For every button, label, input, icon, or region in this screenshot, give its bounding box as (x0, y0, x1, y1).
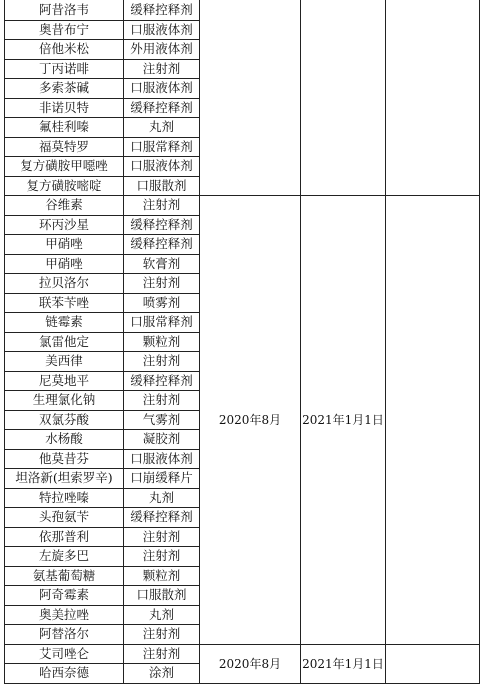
drug-name-cell: 氟桂利嗪 (38, 119, 89, 135)
dosage-form-cell: 外用液体剂 (130, 41, 193, 57)
dosage-form-cell: 丸剂 (148, 607, 174, 623)
dosage-form-cell: 注射剂 (142, 392, 181, 408)
dosage-form-cell: 注射剂 (142, 61, 181, 77)
drug-name-cell: 拉贝洛尔 (38, 275, 89, 291)
dosage-form-cell: 丸剂 (148, 119, 174, 135)
drug-name-cell: 双氯芬酸 (38, 412, 89, 428)
dosage-form-cell: 缓释控释剂 (130, 236, 193, 251)
dosage-form-cell: 口服常释剂 (130, 139, 193, 154)
dosage-form-cell: 喷雾剂 (142, 295, 181, 311)
dosage-form-cell: 缓释控释剂 (130, 217, 193, 232)
drug-name-cell: 奥美拉唑 (38, 607, 89, 623)
date-cell-day (301, 1, 385, 195)
dosage-form-cell: 缓释控释剂 (130, 509, 193, 524)
dosage-form-cell: 口服液体剂 (130, 80, 193, 96)
drug-name-cell: 阿替洛尔 (38, 626, 89, 642)
drug-name-cell: 艾司唑仑 (38, 646, 89, 662)
drug-name-cell: 依那普利 (38, 529, 89, 545)
dosage-form-cell: 注射剂 (142, 529, 181, 545)
dosage-form-cell: 口服液体剂 (130, 158, 193, 174)
dosage-form-cell: 颗粒剂 (142, 334, 181, 350)
empty-cell (386, 1, 479, 195)
drug-name-cell: 他莫昔芬 (38, 451, 89, 467)
dosage-form-cell: 注射剂 (142, 275, 181, 291)
drug-name-cell: 联苯苄唑 (38, 295, 89, 311)
date-cell-month: 2020年8月 (218, 657, 282, 671)
dosage-form-cell: 凝胶剂 (142, 431, 181, 447)
dosage-form-cell: 缓释控释剂 (130, 373, 193, 388)
drug-name-cell: 福莫特罗 (38, 139, 89, 155)
dosage-form-cell: 注射剂 (142, 353, 181, 369)
dosage-form-cell: 注射剂 (142, 646, 181, 662)
drug-name-cell: 奥昔布宁 (38, 22, 89, 38)
drug-name-cell: 链霉素 (45, 314, 83, 330)
dosage-form-cell: 软膏剂 (142, 256, 181, 272)
drug-name-cell: 氨基葡萄糖 (32, 568, 96, 584)
dosage-form-cell: 口服常释剂 (130, 314, 193, 329)
row-border (4, 683, 200, 684)
dosage-form-cell: 口服液体剂 (130, 451, 193, 467)
drug-name-cell: 非诺贝特 (38, 100, 89, 116)
dosage-form-cell: 口服散剂 (136, 587, 187, 603)
drug-name-cell: 多索茶碱 (38, 80, 89, 96)
dosage-form-cell: 口服液体剂 (130, 22, 193, 38)
drug-name-cell: 丁丙诺啡 (38, 61, 89, 77)
drug-name-cell: 哈西奈德 (38, 665, 89, 681)
dosage-form-cell: 丸剂 (148, 490, 174, 506)
drug-name-cell: 美西律 (45, 353, 83, 369)
drug-name-cell: 甲硝唑 (45, 236, 83, 252)
drug-name-cell: 坦洛新(坦索罗辛) (15, 470, 113, 486)
drug-name-cell: 头孢氨苄 (38, 509, 89, 525)
dosage-form-cell: 口崩缓释片 (130, 470, 193, 486)
dosage-form-cell: 缓释控释剂 (130, 100, 193, 115)
dosage-form-cell: 颗粒剂 (142, 568, 181, 584)
date-cell-month: 2020年8月 (218, 413, 282, 427)
dosage-form-cell: 口服散剂 (136, 178, 187, 194)
drug-name-cell: 倍他米松 (38, 41, 89, 57)
column-border (479, 0, 480, 683)
drug-name-cell: 阿奇霉素 (38, 587, 89, 603)
dosage-form-cell: 气雾剂 (142, 412, 181, 428)
drug-name-cell: 环丙沙星 (38, 217, 89, 233)
drug-name-cell: 复方磺胺嘧啶 (26, 178, 102, 194)
dosage-form-cell: 注射剂 (142, 548, 181, 564)
dosage-form-cell: 注射剂 (142, 626, 181, 642)
dosage-form-cell: 注射剂 (142, 197, 181, 213)
dosage-form-cell: 缓释控释剂 (130, 2, 193, 17)
drug-name-cell: 生理氯化钠 (32, 392, 96, 408)
drug-name-cell: 阿昔洛韦 (38, 2, 89, 18)
date-cell-month (200, 1, 300, 195)
row-border (199, 683, 480, 684)
drug-name-cell: 谷维素 (45, 197, 83, 213)
drug-name-cell: 尼莫地平 (38, 373, 89, 389)
empty-cell (386, 196, 479, 644)
drug-name-cell: 复方磺胺甲噁唑 (20, 158, 108, 174)
drug-name-cell: 氯雷他定 (38, 334, 89, 350)
drug-name-cell: 特拉唑嗪 (38, 490, 89, 506)
date-cell-day: 2021年1月1日 (302, 413, 384, 427)
drug-name-cell: 左旋多巴 (38, 548, 89, 564)
drug-name-cell: 甲硝唑 (45, 256, 83, 272)
drug-name-cell: 水杨酸 (45, 431, 83, 447)
date-cell-day: 2021年1月1日 (302, 657, 384, 671)
dosage-form-cell: 涂剂 (148, 665, 174, 681)
empty-cell (386, 645, 479, 683)
